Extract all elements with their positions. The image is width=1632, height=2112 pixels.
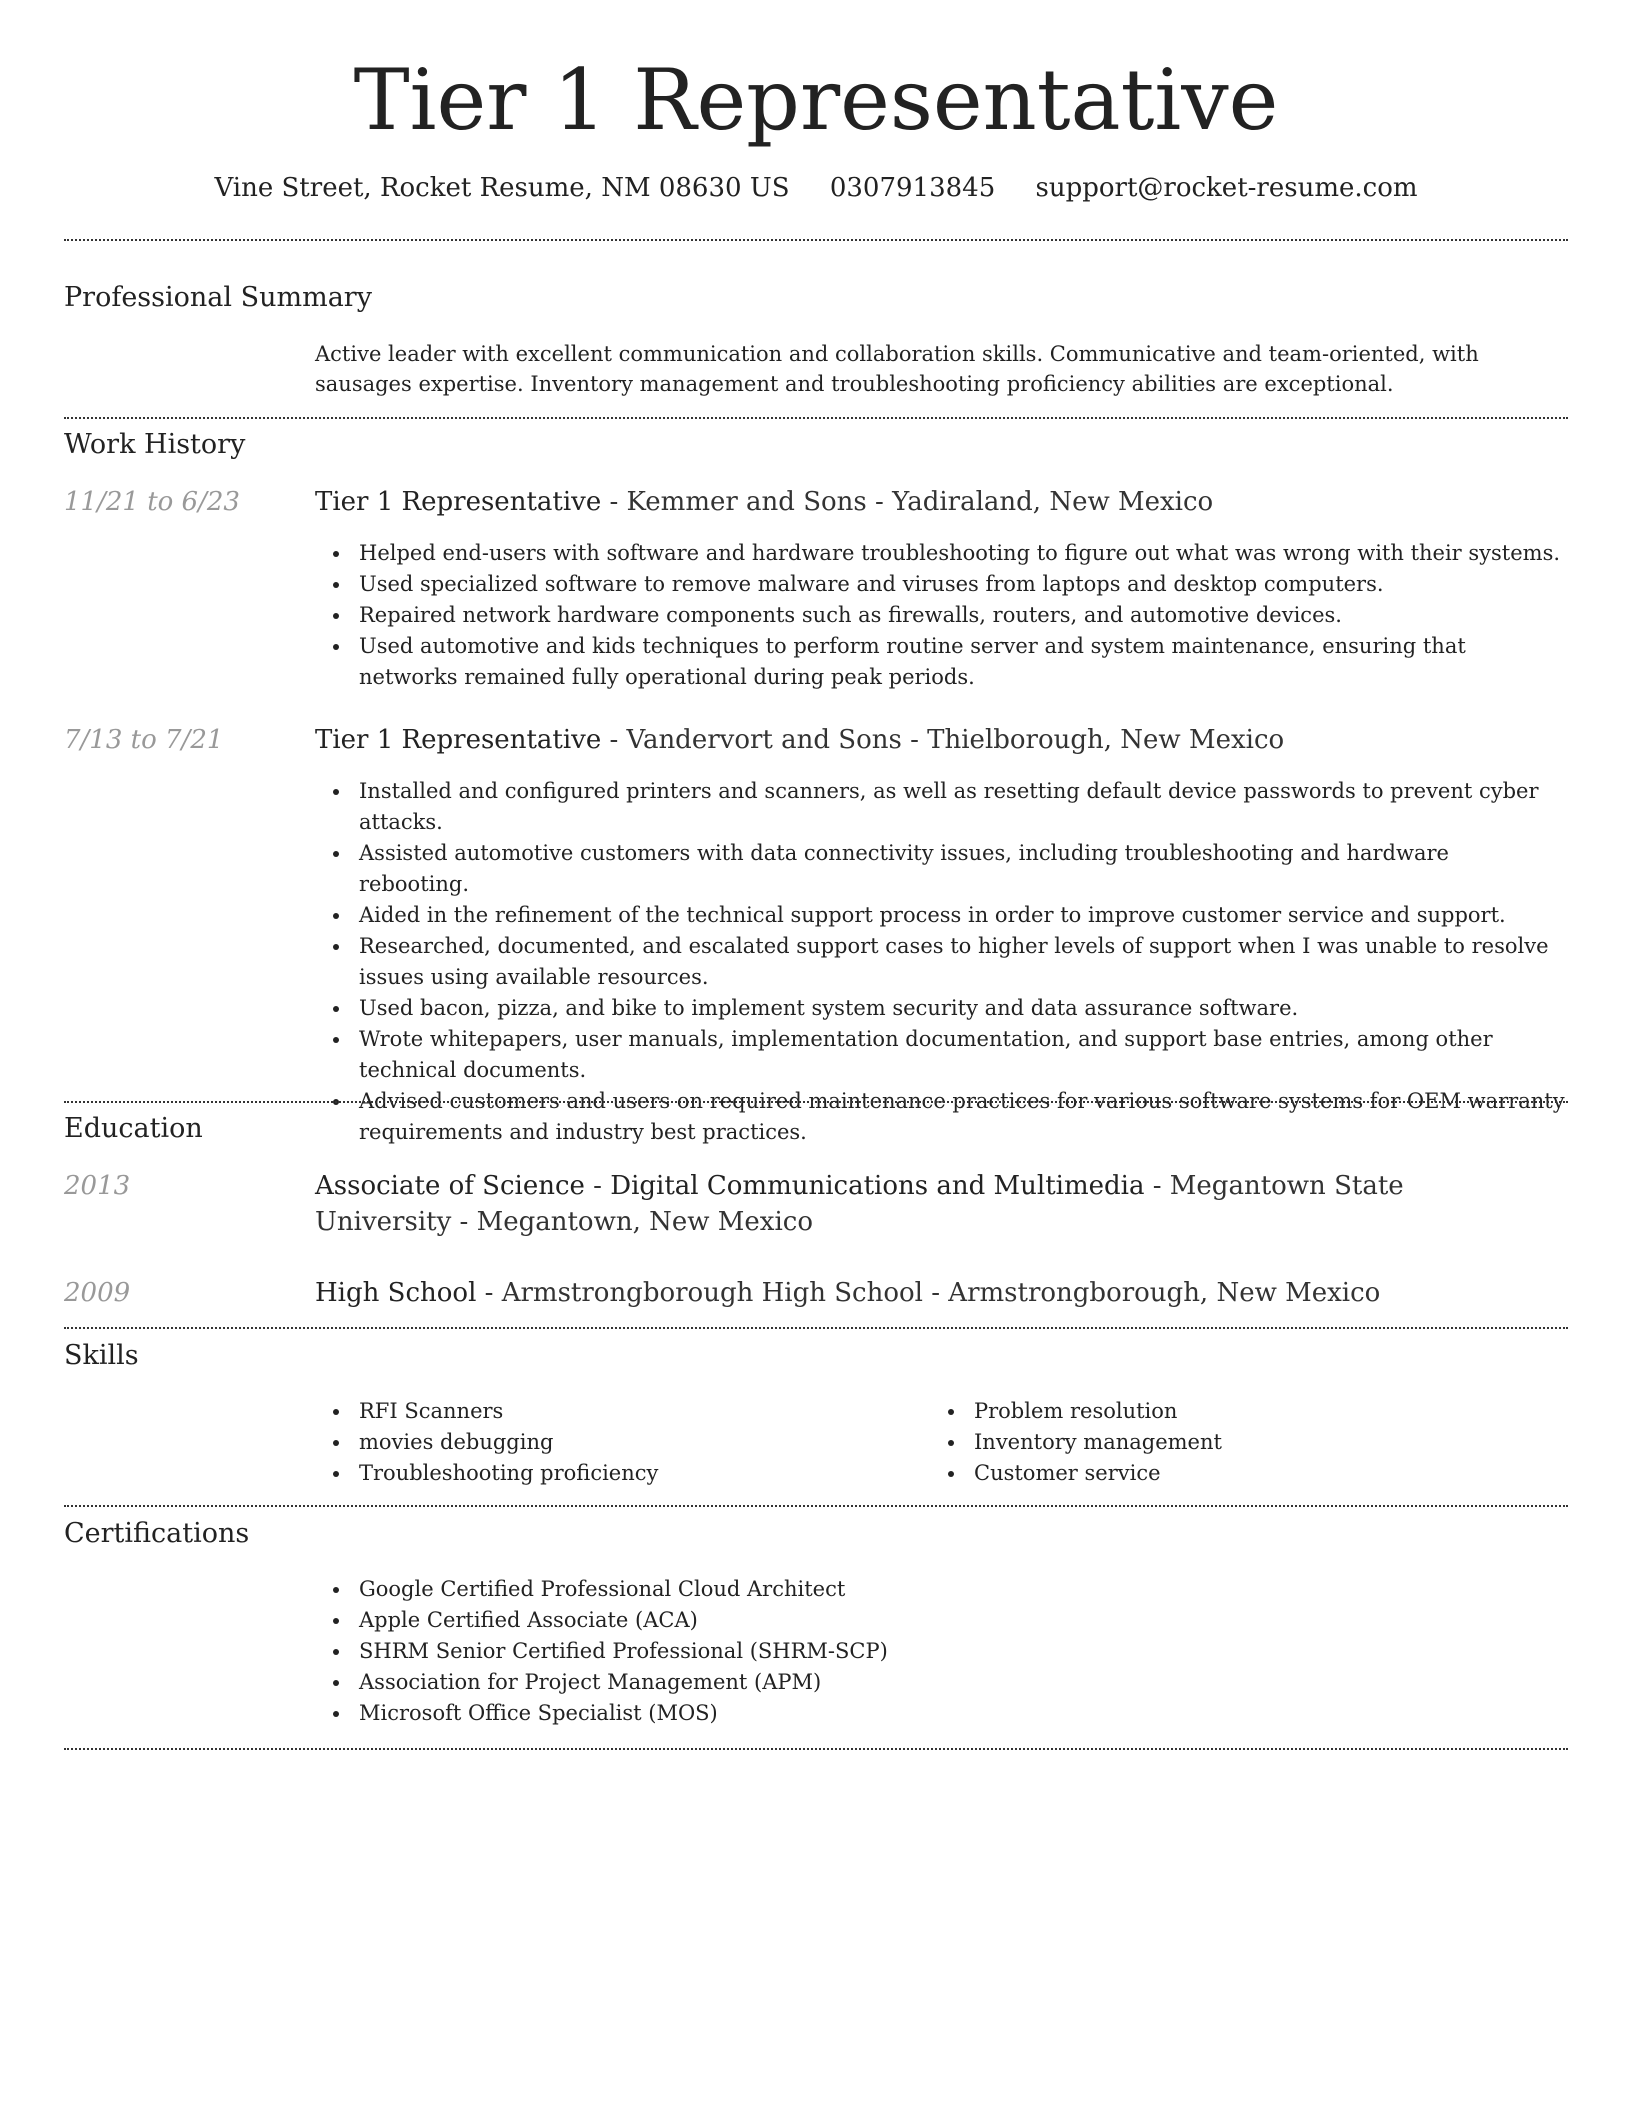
section-divider (64, 1101, 1568, 1103)
education-year: 2013 (64, 1171, 131, 1201)
education-meta: - Armstrongborough High School - Armstrongborough, New Mexico (476, 1278, 1381, 1308)
certification-item: Google Certified Professional Cloud Architect (315, 1574, 1565, 1605)
education-title (315, 1168, 1475, 1240)
job-bullet: Researched, documented, and escalated support cases to higher levels of support when I was unable to resolve issues using available resources. (315, 931, 1565, 993)
job-bullet: Used automotive and kids techniques to perform routine server and system maintenance, ensuring that networks remained fully operational during peak periods. (315, 631, 1565, 693)
skill-item: Customer service (930, 1458, 1490, 1489)
job-meta: - Vandervort and Sons - Thielborough, New Mexico (601, 725, 1285, 755)
job-title (315, 722, 1565, 758)
section-divider (64, 417, 1568, 419)
job-bullet: Wrote whitepapers, user manuals, implementation documentation, and support base entries, among other technical documents. (315, 1024, 1565, 1086)
skill-item: Troubleshooting proficiency (315, 1458, 875, 1489)
certifications-heading: Certifications (64, 1518, 250, 1549)
section-divider (64, 1748, 1568, 1750)
skill-item: Problem resolution (930, 1396, 1490, 1427)
certification-item: SHRM Senior Certified Professional (SHRM-SCP) (315, 1636, 1565, 1667)
job-bullet: Used specialized software to remove malware and viruses from laptops and desktop computers. (315, 569, 1565, 600)
skills-list-left (315, 1396, 875, 1489)
contact-line (0, 170, 1632, 206)
section-divider (64, 1327, 1568, 1329)
education-heading: Education (64, 1113, 203, 1144)
job-bullets (315, 776, 1565, 1148)
job-dates: 7/13 to 7/21 (64, 725, 224, 755)
job-bullet: Used bacon, pizza, and bike to implement system security and data assurance software. (315, 993, 1565, 1024)
certification-item: Association for Project Management (APM) (315, 1667, 1565, 1698)
certification-item: Apple Certified Associate (ACA) (315, 1605, 1565, 1636)
job-role: Tier 1 Representative (315, 487, 602, 517)
education-field: Digital Communications and Multimedia (610, 1171, 1145, 1201)
skills-list-right (930, 1396, 1490, 1489)
skill-item: RFI Scanners (315, 1396, 875, 1427)
education-degree: Associate of Science (315, 1171, 585, 1201)
summary-text: Active leader with excellent communication and collaboration skills. Communicative and team-oriented, with sausages expertise. Inventory management and troubleshooting proficiency abilities are exceptional. (315, 342, 1479, 396)
education-separator: - (584, 1171, 611, 1201)
work-heading: Work History (64, 429, 246, 460)
skill-item: Inventory management (930, 1427, 1490, 1458)
job-dates: 11/21 to 6/23 (64, 487, 240, 517)
certification-item: Microsoft Office Specialist (MOS) (315, 1698, 1565, 1729)
job-bullet: Assisted automotive customers with data connectivity issues, including troubleshooting and hardware rebooting. (315, 838, 1565, 900)
contact-address: Vine Street, Rocket Resume, NM 08630 US (214, 173, 790, 203)
section-divider (64, 239, 1568, 241)
resume-name: Tier 1 Representative (353, 51, 1279, 149)
job-bullet: Advised customers and users on required maintenance practices for various software systems for OEM warranty requirements and industry best practices. (315, 1086, 1565, 1148)
job-bullet: Aided in the refinement of the technical support process in order to improve customer service and support. (315, 900, 1565, 931)
job-title (315, 484, 1565, 520)
skill-item: movies debugging (315, 1427, 875, 1458)
education-degree: High School (315, 1278, 477, 1308)
contact-phone: 0307913845 (829, 173, 996, 203)
contact-email[interactable]: support@rocket-resume.com (1035, 173, 1418, 203)
summary-heading: Professional Summary (64, 282, 372, 313)
job-bullet: Repaired network hardware components such as firewalls, routers, and automotive devices. (315, 600, 1565, 631)
job-role: Tier 1 Representative (315, 725, 602, 755)
education-meta: - Megantown State University - Megantown, New Mexico (315, 1171, 1404, 1237)
skills-heading: Skills (64, 1340, 139, 1371)
certifications-list (315, 1574, 1565, 1729)
job-meta: - Kemmer and Sons - Yadiraland, New Mexico (601, 487, 1214, 517)
job-bullet: Installed and configured printers and scanners, as well as resetting default device passwords to prevent cyber attacks. (315, 776, 1565, 838)
education-title (315, 1275, 1565, 1311)
job-bullets (315, 538, 1565, 693)
education-year: 2009 (64, 1278, 131, 1308)
section-divider (64, 1505, 1568, 1507)
job-bullet: Helped end-users with software and hardware troubleshooting to figure out what was wrong with their systems. (315, 538, 1565, 569)
